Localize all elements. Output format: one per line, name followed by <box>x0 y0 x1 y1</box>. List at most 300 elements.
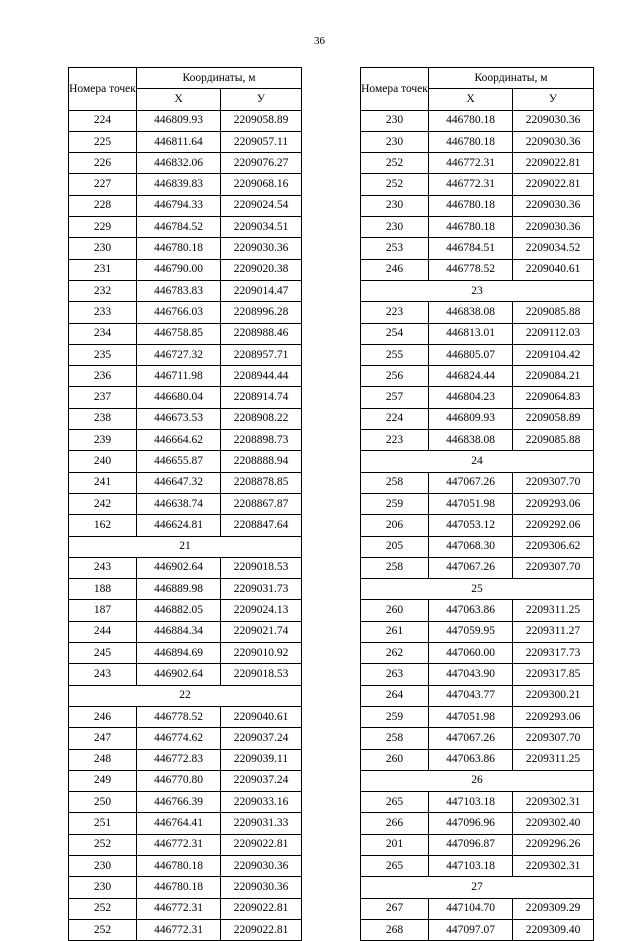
point-number-cell: 258 <box>361 472 429 493</box>
point-number-cell: 241 <box>69 472 137 493</box>
table-row <box>69 472 302 493</box>
point-number-cell: 187 <box>69 600 137 621</box>
point-number-cell: 235 <box>69 344 137 365</box>
section-row <box>361 280 594 301</box>
point-number-cell: 252 <box>361 153 429 174</box>
y-coordinate-cell: 2209037.24 <box>221 770 302 791</box>
x-coordinate-cell: 447043.77 <box>429 685 513 706</box>
point-number-cell: 162 <box>69 515 137 536</box>
x-coordinate-cell: 446772.31 <box>137 834 221 855</box>
x-coordinate-cell: 447060.00 <box>429 643 513 664</box>
point-number-cell: 247 <box>69 728 137 749</box>
point-number-header: Номера точек <box>361 68 429 111</box>
table-row <box>69 600 302 621</box>
x-coordinate-cell: 446832.06 <box>137 153 221 174</box>
table-row <box>69 792 302 813</box>
y-coordinate-cell: 2209112.03 <box>513 323 594 344</box>
x-coordinate-cell: 446813.01 <box>429 323 513 344</box>
y-coordinate-cell: 2209293.06 <box>513 493 594 514</box>
point-number-cell: 259 <box>361 493 429 514</box>
table-row <box>361 472 594 493</box>
y-coordinate-cell: 2209024.54 <box>221 195 302 216</box>
point-number-cell: 226 <box>69 153 137 174</box>
point-number-cell: 225 <box>69 131 137 152</box>
table-row <box>361 302 594 323</box>
table-row <box>69 813 302 834</box>
x-coordinate-cell: 447103.18 <box>429 855 513 876</box>
x-coordinate-cell: 446780.18 <box>429 110 513 131</box>
point-number-cell: 237 <box>69 387 137 408</box>
y-coordinate-cell: 2209022.81 <box>221 834 302 855</box>
y-coordinate-cell: 2209031.73 <box>221 579 302 600</box>
x-coordinate-cell: 447051.98 <box>429 706 513 727</box>
x-coordinate-cell: 447103.18 <box>429 792 513 813</box>
x-coordinate-cell: 446770.80 <box>137 770 221 791</box>
y-coordinate-cell: 2208878.85 <box>221 472 302 493</box>
table-row <box>69 919 302 940</box>
x-header: X <box>137 89 221 110</box>
point-number-cell: 252 <box>69 898 137 919</box>
y-coordinate-cell: 2209311.27 <box>513 621 594 642</box>
x-coordinate-cell: 446780.18 <box>429 195 513 216</box>
point-number-cell: 254 <box>361 323 429 344</box>
x-coordinate-cell: 446664.62 <box>137 430 221 451</box>
point-number-cell: 232 <box>69 280 137 301</box>
y-coordinate-cell: 2209058.89 <box>221 110 302 131</box>
point-number-cell: 257 <box>361 387 429 408</box>
y-coordinate-cell: 2209039.11 <box>221 749 302 770</box>
table-row <box>361 834 594 855</box>
table-body-right <box>361 110 594 941</box>
x-coordinate-cell: 446780.18 <box>137 855 221 876</box>
table-row <box>69 408 302 429</box>
y-coordinate-cell: 2209022.81 <box>513 153 594 174</box>
table-row <box>361 131 594 152</box>
table-row <box>361 792 594 813</box>
y-coordinate-cell: 2209296.26 <box>513 834 594 855</box>
point-number-cell: 259 <box>361 706 429 727</box>
x-coordinate-cell: 446884.34 <box>137 621 221 642</box>
y-coordinate-cell: 2209030.36 <box>221 238 302 259</box>
coordinates-table-left <box>68 67 302 941</box>
table-row <box>69 153 302 174</box>
x-coordinate-cell: 446780.18 <box>429 131 513 152</box>
table-row <box>69 238 302 259</box>
y-coordinate-cell: 2209302.31 <box>513 792 594 813</box>
point-number-cell: 252 <box>361 174 429 195</box>
x-coordinate-cell: 447104.70 <box>429 898 513 919</box>
x-coordinate-cell: 446638.74 <box>137 493 221 514</box>
table-row <box>69 110 302 131</box>
x-coordinate-cell: 446727.32 <box>137 344 221 365</box>
y-coordinate-cell: 2209317.85 <box>513 664 594 685</box>
table-row <box>361 536 594 557</box>
y-coordinate-cell: 2209293.06 <box>513 706 594 727</box>
x-coordinate-cell: 446758.85 <box>137 323 221 344</box>
point-number-cell: 231 <box>69 259 137 280</box>
x-coordinate-cell: 446780.18 <box>137 877 221 898</box>
x-header: X <box>429 89 513 110</box>
y-coordinate-cell: 2209057.11 <box>221 131 302 152</box>
y-coordinate-cell: 2208996.28 <box>221 302 302 323</box>
y-coordinate-cell: 2209317.73 <box>513 643 594 664</box>
y-coordinate-cell: 2208898.73 <box>221 430 302 451</box>
y-coordinate-cell: 2209034.51 <box>221 217 302 238</box>
y-coordinate-cell: 2209307.70 <box>513 728 594 749</box>
table-row <box>361 664 594 685</box>
section-row <box>69 685 302 706</box>
y-coordinate-cell: 2209307.70 <box>513 472 594 493</box>
point-number-cell: 201 <box>361 834 429 855</box>
x-coordinate-cell: 447067.26 <box>429 557 513 578</box>
table-row <box>69 877 302 898</box>
x-coordinate-cell: 446774.62 <box>137 728 221 749</box>
table-row <box>361 238 594 259</box>
y-coordinate-cell: 2209300.21 <box>513 685 594 706</box>
table-row <box>361 749 594 770</box>
x-coordinate-cell: 446780.18 <box>429 217 513 238</box>
y-coordinate-cell: 2209024.13 <box>221 600 302 621</box>
x-coordinate-cell: 447063.86 <box>429 600 513 621</box>
table-row <box>69 579 302 600</box>
point-number-cell: 256 <box>361 366 429 387</box>
x-coordinate-cell: 446838.08 <box>429 302 513 323</box>
section-label: 25 <box>361 579 594 600</box>
point-number-cell: 260 <box>361 600 429 621</box>
y-coordinate-cell: 2209085.88 <box>513 302 594 323</box>
x-coordinate-cell: 446772.31 <box>137 919 221 940</box>
point-number-cell: 238 <box>69 408 137 429</box>
x-coordinate-cell: 447063.86 <box>429 749 513 770</box>
table-row <box>361 366 594 387</box>
y-coordinate-cell: 2209040.61 <box>221 706 302 727</box>
x-coordinate-cell: 446804.23 <box>429 387 513 408</box>
point-number-cell: 224 <box>361 408 429 429</box>
coordinates-header: Координаты, м <box>429 68 594 89</box>
point-number-cell: 266 <box>361 813 429 834</box>
y-coordinate-cell: 2209014.47 <box>221 280 302 301</box>
point-number-cell: 251 <box>69 813 137 834</box>
point-number-cell: 206 <box>361 515 429 536</box>
y-header: У <box>513 89 594 110</box>
table-row <box>361 344 594 365</box>
x-coordinate-cell: 446778.52 <box>429 259 513 280</box>
point-number-cell: 244 <box>69 621 137 642</box>
point-number-cell: 258 <box>361 557 429 578</box>
section-label: 27 <box>361 877 594 898</box>
y-header: У <box>221 89 302 110</box>
coordinates-header: Координаты, м <box>137 68 302 89</box>
table-row <box>69 302 302 323</box>
section-label: 26 <box>361 770 594 791</box>
x-coordinate-cell: 446711.98 <box>137 366 221 387</box>
table-body-left <box>69 110 302 941</box>
x-coordinate-cell: 447096.87 <box>429 834 513 855</box>
point-number-cell: 205 <box>361 536 429 557</box>
x-coordinate-cell: 446772.31 <box>429 153 513 174</box>
x-coordinate-cell: 447097.07 <box>429 919 513 940</box>
point-number-cell: 255 <box>361 344 429 365</box>
x-coordinate-cell: 446647.32 <box>137 472 221 493</box>
table-row <box>69 195 302 216</box>
x-coordinate-cell: 447068.30 <box>429 536 513 557</box>
table-row <box>69 898 302 919</box>
point-number-cell: 264 <box>361 685 429 706</box>
y-coordinate-cell: 2209022.81 <box>221 919 302 940</box>
table-row <box>69 493 302 514</box>
point-number-cell: 229 <box>69 217 137 238</box>
section-label: 21 <box>69 536 302 557</box>
point-number-cell: 242 <box>69 493 137 514</box>
x-coordinate-cell: 446894.69 <box>137 643 221 664</box>
x-coordinate-cell: 446902.64 <box>137 664 221 685</box>
point-number-cell: 224 <box>69 110 137 131</box>
x-coordinate-cell: 446772.31 <box>429 174 513 195</box>
y-coordinate-cell: 2209307.70 <box>513 557 594 578</box>
point-number-cell: 230 <box>361 195 429 216</box>
y-coordinate-cell: 2209302.40 <box>513 813 594 834</box>
section-row <box>361 579 594 600</box>
table-row <box>361 685 594 706</box>
table-row <box>69 515 302 536</box>
y-coordinate-cell: 2209033.16 <box>221 792 302 813</box>
y-coordinate-cell: 2208944.44 <box>221 366 302 387</box>
point-number-cell: 267 <box>361 898 429 919</box>
table-row <box>69 366 302 387</box>
table-row <box>361 387 594 408</box>
point-number-cell: 265 <box>361 855 429 876</box>
x-coordinate-cell: 446784.52 <box>137 217 221 238</box>
x-coordinate-cell: 446839.83 <box>137 174 221 195</box>
point-number-cell: 262 <box>361 643 429 664</box>
point-number-cell: 263 <box>361 664 429 685</box>
table-row <box>69 834 302 855</box>
point-number-cell: 230 <box>69 855 137 876</box>
y-coordinate-cell: 2209302.31 <box>513 855 594 876</box>
y-coordinate-cell: 2209309.40 <box>513 919 594 940</box>
y-coordinate-cell: 2209084.21 <box>513 366 594 387</box>
x-coordinate-cell: 446673.53 <box>137 408 221 429</box>
x-coordinate-cell: 447059.95 <box>429 621 513 642</box>
x-coordinate-cell: 446809.93 <box>429 408 513 429</box>
point-number-cell: 230 <box>69 877 137 898</box>
x-coordinate-cell: 447043.90 <box>429 664 513 685</box>
table-row <box>69 621 302 642</box>
y-coordinate-cell: 2209022.81 <box>513 174 594 195</box>
y-coordinate-cell: 2208988.46 <box>221 323 302 344</box>
x-coordinate-cell: 447067.26 <box>429 472 513 493</box>
y-coordinate-cell: 2209040.61 <box>513 259 594 280</box>
table-row <box>69 749 302 770</box>
table-row <box>361 153 594 174</box>
table-row <box>361 706 594 727</box>
section-row <box>361 770 594 791</box>
y-coordinate-cell: 2209104.42 <box>513 344 594 365</box>
table-row <box>361 557 594 578</box>
y-coordinate-cell: 2209030.36 <box>221 877 302 898</box>
table-row <box>361 855 594 876</box>
y-coordinate-cell: 2209021.74 <box>221 621 302 642</box>
x-coordinate-cell: 446780.18 <box>137 238 221 259</box>
table-row <box>69 664 302 685</box>
y-coordinate-cell: 2209031.33 <box>221 813 302 834</box>
y-coordinate-cell: 2208957.71 <box>221 344 302 365</box>
table-row <box>69 855 302 876</box>
point-number-cell: 250 <box>69 792 137 813</box>
table-row <box>361 408 594 429</box>
table-row <box>69 706 302 727</box>
x-coordinate-cell: 446764.41 <box>137 813 221 834</box>
y-coordinate-cell: 2209018.53 <box>221 557 302 578</box>
point-number-cell: 261 <box>361 621 429 642</box>
point-number-cell: 258 <box>361 728 429 749</box>
x-coordinate-cell: 446624.81 <box>137 515 221 536</box>
x-coordinate-cell: 447096.96 <box>429 813 513 834</box>
x-coordinate-cell: 446655.87 <box>137 451 221 472</box>
point-number-cell: 260 <box>361 749 429 770</box>
y-coordinate-cell: 2209030.36 <box>513 110 594 131</box>
point-number-header: Номера точек <box>69 68 137 111</box>
point-number-cell: 227 <box>69 174 137 195</box>
table-row <box>69 131 302 152</box>
y-coordinate-cell: 2209311.25 <box>513 749 594 770</box>
y-coordinate-cell: 2209030.36 <box>513 131 594 152</box>
point-number-cell: 252 <box>69 834 137 855</box>
section-label: 23 <box>361 280 594 301</box>
table-row <box>69 280 302 301</box>
table-row <box>361 493 594 514</box>
table-row <box>69 643 302 664</box>
point-number-cell: 253 <box>361 238 429 259</box>
y-coordinate-cell: 2209037.24 <box>221 728 302 749</box>
point-number-cell: 230 <box>361 110 429 131</box>
x-coordinate-cell: 446882.05 <box>137 600 221 621</box>
y-coordinate-cell: 2208914.74 <box>221 387 302 408</box>
table-row <box>361 217 594 238</box>
table-row <box>361 919 594 940</box>
x-coordinate-cell: 447051.98 <box>429 493 513 514</box>
coordinates-table-right <box>360 67 594 941</box>
point-number-cell: 228 <box>69 195 137 216</box>
table-row <box>69 430 302 451</box>
x-coordinate-cell: 446902.64 <box>137 557 221 578</box>
x-coordinate-cell: 446766.03 <box>137 302 221 323</box>
table-row <box>361 259 594 280</box>
point-number-cell: 243 <box>69 664 137 685</box>
y-coordinate-cell: 2209076.27 <box>221 153 302 174</box>
table-row <box>361 515 594 536</box>
x-coordinate-cell: 446772.31 <box>137 898 221 919</box>
x-coordinate-cell: 446824.44 <box>429 366 513 387</box>
table-row <box>361 621 594 642</box>
table-row <box>69 770 302 791</box>
y-coordinate-cell: 2209292.06 <box>513 515 594 536</box>
point-number-cell: 243 <box>69 557 137 578</box>
table-row <box>69 387 302 408</box>
y-coordinate-cell: 2209068.16 <box>221 174 302 195</box>
point-number-cell: 230 <box>361 217 429 238</box>
table-row <box>69 344 302 365</box>
y-coordinate-cell: 2208867.87 <box>221 493 302 514</box>
table-row <box>361 600 594 621</box>
y-coordinate-cell: 2208888.94 <box>221 451 302 472</box>
point-number-cell: 230 <box>361 131 429 152</box>
y-coordinate-cell: 2209030.36 <box>221 855 302 876</box>
table-row <box>361 728 594 749</box>
table-row <box>361 430 594 451</box>
y-coordinate-cell: 2209085.88 <box>513 430 594 451</box>
point-number-cell: 249 <box>69 770 137 791</box>
y-coordinate-cell: 2208847.64 <box>221 515 302 536</box>
point-number-cell: 188 <box>69 579 137 600</box>
table-row <box>361 195 594 216</box>
point-number-cell: 236 <box>69 366 137 387</box>
y-coordinate-cell: 2209030.36 <box>513 217 594 238</box>
section-row <box>361 451 594 472</box>
x-coordinate-cell: 446790.00 <box>137 259 221 280</box>
point-number-cell: 246 <box>69 706 137 727</box>
table-row <box>69 557 302 578</box>
point-number-cell: 246 <box>361 259 429 280</box>
y-coordinate-cell: 2209034.52 <box>513 238 594 259</box>
point-number-cell: 223 <box>361 430 429 451</box>
y-coordinate-cell: 2209022.81 <box>221 898 302 919</box>
y-coordinate-cell: 2209309.29 <box>513 898 594 919</box>
x-coordinate-cell: 446838.08 <box>429 430 513 451</box>
x-coordinate-cell: 446794.33 <box>137 195 221 216</box>
x-coordinate-cell: 446805.07 <box>429 344 513 365</box>
section-label: 22 <box>69 685 302 706</box>
page-number: 36 <box>314 35 325 47</box>
x-coordinate-cell: 446772.83 <box>137 749 221 770</box>
table-row <box>361 323 594 344</box>
x-coordinate-cell: 446778.52 <box>137 706 221 727</box>
x-coordinate-cell: 446766.39 <box>137 792 221 813</box>
table-row <box>69 174 302 195</box>
y-coordinate-cell: 2209311.25 <box>513 600 594 621</box>
table-row <box>69 323 302 344</box>
section-label: 24 <box>361 451 594 472</box>
point-number-cell: 245 <box>69 643 137 664</box>
table-row <box>361 898 594 919</box>
x-coordinate-cell: 447067.26 <box>429 728 513 749</box>
point-number-cell: 252 <box>69 919 137 940</box>
table-row <box>361 174 594 195</box>
x-coordinate-cell: 446889.98 <box>137 579 221 600</box>
table-row <box>69 217 302 238</box>
point-number-cell: 223 <box>361 302 429 323</box>
section-row <box>361 877 594 898</box>
table-row <box>361 110 594 131</box>
x-coordinate-cell: 446784.51 <box>429 238 513 259</box>
point-number-cell: 234 <box>69 323 137 344</box>
point-number-cell: 268 <box>361 919 429 940</box>
x-coordinate-cell: 446811.64 <box>137 131 221 152</box>
point-number-cell: 265 <box>361 792 429 813</box>
y-coordinate-cell: 2208908.22 <box>221 408 302 429</box>
y-coordinate-cell: 2209020.38 <box>221 259 302 280</box>
point-number-cell: 230 <box>69 238 137 259</box>
y-coordinate-cell: 2209306.62 <box>513 536 594 557</box>
section-row <box>69 536 302 557</box>
point-number-cell: 240 <box>69 451 137 472</box>
y-coordinate-cell: 2209010.92 <box>221 643 302 664</box>
table-row <box>361 813 594 834</box>
point-number-cell: 233 <box>69 302 137 323</box>
point-number-cell: 248 <box>69 749 137 770</box>
y-coordinate-cell: 2209064.83 <box>513 387 594 408</box>
table-row <box>69 728 302 749</box>
